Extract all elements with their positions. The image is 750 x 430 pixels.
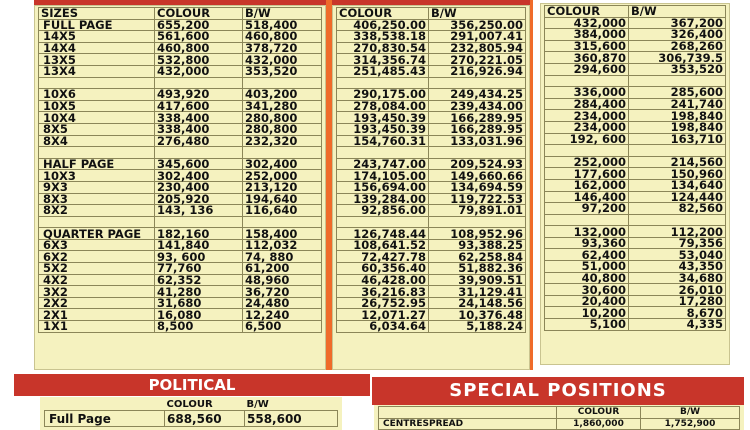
colour-rate: 338,400 — [155, 112, 243, 124]
bw-rate: 306,739.5 — [629, 52, 726, 64]
colour-rate: 31,680 — [155, 297, 243, 309]
bw-rate: 353,520 — [243, 65, 322, 77]
size-label: 13X4 — [39, 65, 155, 77]
special-row-label: CENTRESPREAD — [379, 418, 557, 430]
middle-rate-row — [337, 321, 526, 333]
bw-rate: 326,400 — [629, 29, 726, 41]
political-table — [44, 399, 338, 427]
colour-rate: 126,748.44 — [337, 228, 429, 240]
colour-rate: 72,427.78 — [337, 251, 429, 263]
bw-rate: 112,032 — [243, 239, 322, 251]
colour-rate: 360,870 — [545, 52, 629, 64]
colour-rate: 93,360 — [545, 237, 629, 249]
size-label: 1X1 — [39, 321, 155, 333]
colour-rate: 270,830.54 — [337, 42, 429, 54]
bw-rate: 26,010 — [629, 284, 726, 296]
middle-bw-header: B/W — [429, 8, 526, 20]
colour-rate: 92,856.00 — [337, 205, 429, 217]
right-colour-header: COLOUR — [545, 6, 629, 18]
size-label: 5X2 — [39, 263, 155, 275]
middle-rate-row — [337, 205, 526, 217]
special-blank-header — [379, 407, 557, 419]
colour-rate: 252,000 — [545, 156, 629, 168]
bw-rate: 43,350 — [629, 261, 726, 273]
colour-rate: 315,600 — [545, 40, 629, 52]
bw-rate: 5,188.24 — [429, 321, 526, 333]
colour-rate: 561,600 — [155, 31, 243, 43]
bw-rate: 216,926.94 — [429, 65, 526, 77]
left-rate-row — [39, 321, 322, 333]
bw-rate: 518,400 — [243, 19, 322, 31]
middle-rate-row — [337, 135, 526, 147]
size-label: 8X4 — [39, 135, 155, 147]
size-label: QUARTER PAGE — [39, 228, 155, 240]
bw-rate: 8,670 — [629, 307, 726, 319]
colour-rate: 345,600 — [155, 158, 243, 170]
bw-rate: 356,250.00 — [429, 19, 526, 31]
bw-rate: 6,500 — [243, 321, 322, 333]
special-colour-header: COLOUR — [557, 407, 641, 419]
bw-rate: 198,840 — [629, 110, 726, 122]
bw-rate: 268,260 — [629, 40, 726, 52]
bw-rate: 79,356 — [629, 237, 726, 249]
bw-rate: 252,000 — [243, 170, 322, 182]
left-rate-row — [39, 205, 322, 217]
colour-rate: 432,000 — [545, 17, 629, 29]
political-row-bw: 558,600 — [245, 411, 338, 427]
colour-rate: 36,216.83 — [337, 286, 429, 298]
colour-rate: 26,752.95 — [337, 297, 429, 309]
colour-rate: 132,000 — [545, 226, 629, 238]
middle-rate-panel — [332, 5, 530, 370]
bw-rate: 10,376.48 — [429, 309, 526, 321]
size-label: 2X2 — [39, 297, 155, 309]
bw-rate: 12,240 — [243, 309, 322, 321]
colour-rate: 338,400 — [155, 123, 243, 135]
size-label: 10X4 — [39, 112, 155, 124]
special-panel — [374, 405, 744, 430]
colour-rate: 251,485.43 — [337, 65, 429, 77]
colour-rate: 278,084.00 — [337, 100, 429, 112]
colour-rate: 46,428.00 — [337, 274, 429, 286]
bw-rate: 79,891.01 — [429, 205, 526, 217]
bw-rate: 158,400 — [243, 228, 322, 240]
colour-rate: 141,840 — [155, 239, 243, 251]
bw-rate: 232,805.94 — [429, 42, 526, 54]
colour-rate: 234,000 — [545, 110, 629, 122]
bw-rate: 213,120 — [243, 181, 322, 193]
bw-rate: 232,320 — [243, 135, 322, 147]
colour-rate: 655,200 — [155, 19, 243, 31]
colour-rate: 146,400 — [545, 191, 629, 203]
colour-rate: 62,400 — [545, 249, 629, 261]
colour-rate: 493,920 — [155, 89, 243, 101]
political-row-label: Full Page — [45, 411, 165, 427]
right-rate-table — [544, 5, 726, 331]
bw-header: B/W — [243, 8, 322, 20]
left-rate-table — [38, 7, 322, 333]
bw-rate: 39,909.51 — [429, 274, 526, 286]
bw-rate: 432,000 — [243, 54, 322, 66]
size-label: 10X6 — [39, 89, 155, 101]
political-row-colour: 688,560 — [165, 411, 245, 427]
middle-rate-table — [336, 7, 526, 333]
colour-rate: 30,600 — [545, 284, 629, 296]
bw-rate: 116,640 — [243, 205, 322, 217]
colour-rate: 41,280 — [155, 286, 243, 298]
size-label: 9X3 — [39, 181, 155, 193]
bw-rate: 460,800 — [243, 31, 322, 43]
special-row — [379, 418, 740, 430]
political-header-row — [45, 399, 338, 411]
political-row — [45, 411, 338, 427]
colour-rate: 12,071.27 — [337, 309, 429, 321]
size-label: 6X2 — [39, 251, 155, 263]
bw-rate: 108,952.96 — [429, 228, 526, 240]
special-title: SPECIAL POSITIONS — [449, 380, 667, 401]
bw-rate: 124,440 — [629, 191, 726, 203]
political-blank-header — [45, 399, 165, 411]
bw-rate: 249,434.25 — [429, 89, 526, 101]
bw-rate: 198,840 — [629, 121, 726, 133]
colour-rate: 177,600 — [545, 168, 629, 180]
colour-rate: 193,450.39 — [337, 112, 429, 124]
size-label: 6X3 — [39, 239, 155, 251]
colour-rate: 243,747.00 — [337, 158, 429, 170]
size-label: 14X4 — [39, 42, 155, 54]
left-rate-row — [39, 135, 322, 147]
political-colour-header: COLOUR — [166, 398, 213, 410]
colour-rate: 77,760 — [155, 263, 243, 275]
colour-rate: 8,500 — [155, 321, 243, 333]
colour-rate: 314,356.74 — [337, 54, 429, 66]
sizes-header: SIZES — [39, 8, 155, 20]
middle-colour-header: COLOUR — [337, 8, 429, 20]
colour-rate: 174,105.00 — [337, 170, 429, 182]
colour-rate: 406,250.00 — [337, 19, 429, 31]
left-rate-row — [39, 274, 322, 286]
bw-rate: 378,720 — [243, 42, 322, 54]
special-header-row — [379, 407, 740, 419]
colour-rate: 143, 136 — [155, 205, 243, 217]
colour-rate: 156,694.00 — [337, 181, 429, 193]
middle-right-orange-bar — [530, 0, 533, 370]
bw-rate: 209,524.93 — [429, 158, 526, 170]
special-row-bw: 1,752,900 — [641, 418, 740, 430]
colour-rate: 205,920 — [155, 193, 243, 205]
colour-rate: 284,400 — [545, 98, 629, 110]
bw-rate: 4,335 — [629, 319, 726, 331]
size-label: HALF PAGE — [39, 158, 155, 170]
right-rate-row — [545, 203, 726, 215]
bw-rate: 93,388.25 — [429, 239, 526, 251]
bw-rate: 34,680 — [629, 272, 726, 284]
colour-rate: 154,760.31 — [337, 135, 429, 147]
bw-rate: 61,200 — [243, 263, 322, 275]
colour-rate: 62,352 — [155, 274, 243, 286]
colour-rate: 6,034.64 — [337, 321, 429, 333]
size-label: 3X2 — [39, 286, 155, 298]
bw-rate: 31,129.41 — [429, 286, 526, 298]
special-row-colour: 1,860,000 — [557, 418, 641, 430]
right-rate-panel — [540, 3, 730, 365]
size-label: 8X3 — [39, 193, 155, 205]
colour-rate: 193,450.39 — [337, 123, 429, 135]
colour-rate: 432,000 — [155, 65, 243, 77]
colour-rate: 93, 600 — [155, 251, 243, 263]
colour-header: COLOUR — [155, 8, 243, 20]
bw-rate: 291,007.41 — [429, 31, 526, 43]
bw-rate: 119,722.53 — [429, 193, 526, 205]
right-bw-header: B/W — [629, 6, 726, 18]
political-panel — [40, 397, 342, 430]
size-label: 8X5 — [39, 123, 155, 135]
bw-rate: 166,289.95 — [429, 112, 526, 124]
bw-rate: 82,560 — [629, 203, 726, 215]
size-label: 10X5 — [39, 100, 155, 112]
bw-rate: 270,221.05 — [429, 54, 526, 66]
colour-rate: 162,000 — [545, 179, 629, 191]
bw-rate: 48,960 — [243, 274, 322, 286]
left-rate-row — [39, 65, 322, 77]
colour-rate: 10,200 — [545, 307, 629, 319]
size-label: 14X5 — [39, 31, 155, 43]
bw-rate: 285,600 — [629, 87, 726, 99]
colour-rate: 97,200 — [545, 203, 629, 215]
size-label: FULL PAGE — [39, 19, 155, 31]
bw-rate: 166,289.95 — [429, 123, 526, 135]
bw-rate: 134,694.59 — [429, 181, 526, 193]
colour-rate: 20,400 — [545, 295, 629, 307]
bw-rate: 149,660.66 — [429, 170, 526, 182]
bw-rate: 62,258.84 — [429, 251, 526, 263]
bw-rate: 51,882.36 — [429, 263, 526, 275]
colour-rate: 290,175.00 — [337, 89, 429, 101]
middle-rate-row — [337, 65, 526, 77]
bw-rate: 194,640 — [243, 193, 322, 205]
size-label: 4X2 — [39, 274, 155, 286]
bw-rate: 341,280 — [243, 100, 322, 112]
colour-rate: 51,000 — [545, 261, 629, 273]
colour-rate: 460,800 — [155, 42, 243, 54]
bw-rate: 134,640 — [629, 179, 726, 191]
right-rate-row — [545, 133, 726, 145]
size-label: 8X2 — [39, 205, 155, 217]
bw-rate: 150,960 — [629, 168, 726, 180]
bw-rate: 163,710 — [629, 133, 726, 145]
bw-rate: 353,520 — [629, 63, 726, 75]
bw-rate: 17,280 — [629, 295, 726, 307]
colour-rate: 294,600 — [545, 63, 629, 75]
colour-rate: 139,284.00 — [337, 193, 429, 205]
colour-rate: 108,641.52 — [337, 239, 429, 251]
bw-rate: 133,031.96 — [429, 135, 526, 147]
bw-rate: 214,560 — [629, 156, 726, 168]
special-table — [378, 406, 740, 430]
colour-rate: 5,100 — [545, 319, 629, 331]
colour-rate: 40,800 — [545, 272, 629, 284]
bw-rate: 112,200 — [629, 226, 726, 238]
size-label: 13X5 — [39, 54, 155, 66]
bw-rate: 36,720 — [243, 286, 322, 298]
colour-rate: 234,000 — [545, 121, 629, 133]
bw-rate: 53,040 — [629, 249, 726, 261]
political-title: POLITICAL — [148, 376, 236, 394]
right-rate-row — [545, 319, 726, 331]
bw-rate: 280,800 — [243, 112, 322, 124]
bw-rate: 239,434.00 — [429, 100, 526, 112]
bw-rate: 302,400 — [243, 158, 322, 170]
bw-rate: 241,740 — [629, 98, 726, 110]
bw-rate: 280,800 — [243, 123, 322, 135]
colour-rate: 384,000 — [545, 29, 629, 41]
bw-rate: 367,200 — [629, 17, 726, 29]
colour-rate: 532,800 — [155, 54, 243, 66]
colour-rate: 60,356.40 — [337, 263, 429, 275]
special-bw-header: B/W — [641, 407, 740, 419]
size-label: 10X3 — [39, 170, 155, 182]
size-label: 2X1 — [39, 309, 155, 321]
colour-rate: 276,480 — [155, 135, 243, 147]
colour-rate: 417,600 — [155, 100, 243, 112]
right-rate-row — [545, 63, 726, 75]
colour-rate: 302,400 — [155, 170, 243, 182]
colour-rate: 182,160 — [155, 228, 243, 240]
colour-rate: 230,400 — [155, 181, 243, 193]
colour-rate: 192, 600 — [545, 133, 629, 145]
right-rate-row — [545, 272, 726, 284]
bw-rate: 74, 880 — [243, 251, 322, 263]
bw-rate: 403,200 — [243, 89, 322, 101]
colour-rate: 16,080 — [155, 309, 243, 321]
political-bw-header: B/W — [246, 398, 269, 410]
colour-rate: 336,000 — [545, 87, 629, 99]
middle-rate-row — [337, 274, 526, 286]
bw-rate: 24,480 — [243, 297, 322, 309]
left-rate-panel — [34, 5, 326, 370]
bw-rate: 24,148.56 — [429, 297, 526, 309]
colour-rate: 338,538.18 — [337, 31, 429, 43]
